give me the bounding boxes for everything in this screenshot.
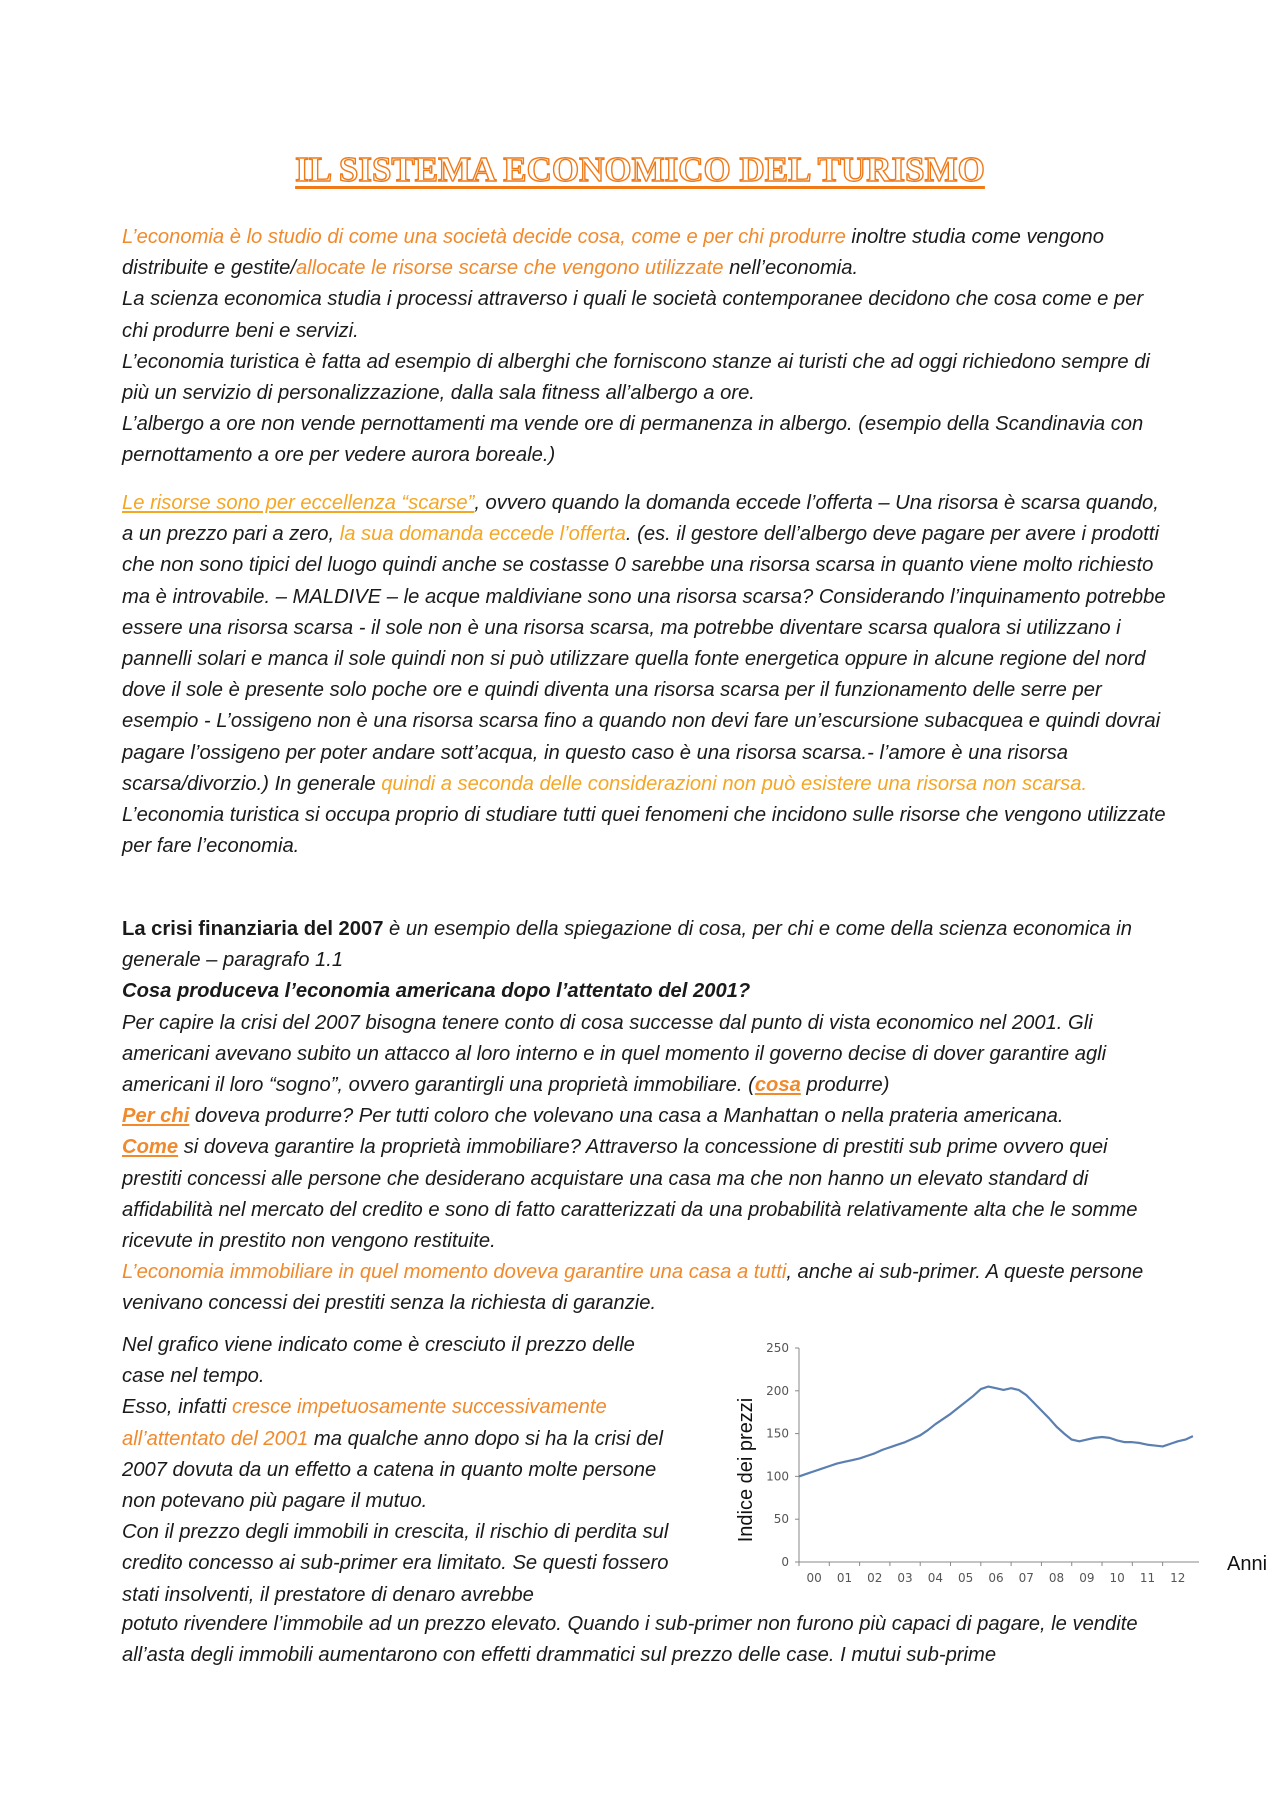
paragraph-come: [122, 1132, 1172, 1257]
y-tick-label: 250: [766, 1341, 789, 1355]
paragraph-risorse: [122, 488, 1172, 800]
body-text: ma qualche anno dopo si ha la crisi del 2007 dovuta da un effetto a catena in quanto molte persone non potevano più pagare il mutuo.: [122, 1427, 663, 1513]
x-tick-label: 03: [897, 1571, 913, 1585]
y-tick-label: 150: [766, 1426, 789, 1441]
intro-section: [122, 222, 1172, 472]
paragraph-rivendere: potuto rivendere l’immobile ad un prezzo elevato. Quando i sub-primer non furono più capaci di pagare, le vendite all’asta degli immobili aumentarono con effetti drammatici sul prezzo delle case. I mutui sub-prime: [122, 1613, 1138, 1667]
body-text: doveva produrre? Per tutti coloro che volevano una casa a Manhattan o nella prateria americana.: [189, 1105, 1064, 1128]
x-tick-label: 07: [1018, 1571, 1034, 1585]
x-tick-label: 02: [867, 1571, 883, 1585]
highlight-text: L’economia è lo studio di come una società decide cosa, come e per chi produrre: [122, 226, 846, 248]
highlight-text: quindi a seconda delle considerazioni non può esistere una risorsa non scarsa.: [381, 772, 1088, 795]
question-heading: Cosa produceva l’economia americana dopo l’attentato del 2001?: [122, 980, 751, 1003]
series-line-indice-dei-prezzi: [799, 1387, 1193, 1477]
x-tick-label: 04: [927, 1571, 944, 1585]
highlight-text: cresce impetuosamente successivamente all’attentato del 2001: [122, 1396, 607, 1450]
highlight-text: Per chi: [122, 1105, 190, 1128]
x-tick-label: 08: [1048, 1571, 1065, 1585]
body-text: produrre): [800, 1074, 890, 1097]
highlight-text: cosa: [754, 1074, 801, 1097]
body-text: , ovvero quando la domanda eccede l’offerta – Una risorsa è scarsa quando, a un prezzo pari a zero,: [122, 492, 1159, 546]
x-tick-label: 01: [836, 1571, 853, 1585]
highlight-text: Come: [122, 1136, 179, 1159]
crisi-section: [122, 914, 1172, 1320]
highlight-text: L’economia immobiliare in quel momento doveva garantire una casa a tutti: [122, 1261, 787, 1284]
paragraph-scienza: La scienza economica studia i processi attraverso i quali le società contemporanee decidono che cosa come e per chi produrre beni e servizi.: [122, 288, 1144, 342]
paragraph-economia-turistica: L’economia turistica si occupa proprio di studiare tutti quei fenomeni che incidono sulle risorse che vengono utilizzate per fare l’economia.: [122, 804, 1166, 858]
y-tick-label: 0: [781, 1555, 789, 1569]
body-text: è un esempio della spiegazione di cosa, per chi e come della scienza economica in generale – paragrafo 1.1: [122, 918, 1132, 972]
body-text: , anche ai sub-primer. A queste persone venivano concessi dei prestiti senza la richiesta di garanzie.: [122, 1261, 1144, 1315]
y-tick-label: 50: [773, 1512, 789, 1527]
paragraph-immobiliare: [122, 1257, 1172, 1319]
body-text: nell’economia.: [723, 257, 859, 280]
y-tick-label: 200: [766, 1383, 789, 1398]
x-tick-label: 10: [1109, 1571, 1125, 1585]
paragraph-turistica: L’economia turistica è fatta ad esempio di alberghi che forniscono stanze ai turisti che ad oggi richiedono sempre di più un servizio di personalizzazione, dalla sala fitness all’albergo a ore.: [122, 350, 1150, 405]
y-tick-label: 100: [766, 1469, 789, 1484]
chart-svg: [722, 1335, 1268, 1605]
continuation-section: [122, 1609, 1172, 1671]
highlight-text: Le risorse sono per eccellenza “scarse”: [122, 492, 475, 514]
x-tick-label: 00: [806, 1571, 822, 1585]
body-text: Esso, infatti: [122, 1396, 232, 1419]
paragraph-crisi: [122, 914, 1172, 976]
x-tick-label: 11: [1139, 1571, 1156, 1585]
body-text: . (es. il gestore dell’albergo deve pagare per avere i prodotti che non sono tipici del luogo quindi anche se costasse 0 sarebbe una risorsa scarsa in quanto viene molto richiesto ma è introvabile. – MALDIVE – le acque maldiviane sono una risorsa scarsa? Considerando l’inquinamento potrebbe essere una risorsa scarsa - il sole non è una risorsa scarsa, ma potrebbe diventare scarsa qualora si utilizzano i pannelli solari e manca il sole quindi non si può utilizzare quella fonte energetica oppure in alcune regione del nord dove il sole è presente solo poche ore e quindi diventa una risorsa scarsa per il funzionamento delle serre per esempio - L’ossigeno non è una risorsa scarsa fino a quando non devi fare un’escursione subacquea e quindi dovrai pagare l’ossigeno per poter andare sott’acqua, in questo caso è una risorsa scarsa.- l’amore è una risorsa scarsa/divorzio.) In generale: [122, 523, 1166, 795]
highlight-text: la sua domanda eccede l’offerta: [339, 523, 626, 546]
paragraph-albergo: L’albergo a ore non vende pernottamenti ma vende ore di permanenza in albergo. (esempio della Scandinavia con pernottamento a ore per vedere aurora boreale.): [122, 413, 1144, 467]
paragraph-per-chi: [122, 1101, 1172, 1132]
highlight-text: allocate le risorse scarse che vengono utilizzate: [295, 257, 724, 280]
paragraph-rischio: Con il prezzo degli immobili in crescita, il rischio di perdita sul credito concesso ai sub-primer era limitato. Se questi fossero stati insolventi, il prestatore di denaro avrebbe: [122, 1521, 669, 1606]
risorse-section: [122, 488, 1172, 862]
x-tick-label: 09: [1079, 1571, 1095, 1585]
paragraph-grafico: Nel grafico viene indicato come è cresciuto il prezzo delle case nel tempo.: [122, 1334, 635, 1388]
paragraph-cosa: [122, 1008, 1172, 1102]
x-tick-label: 12: [1170, 1571, 1186, 1585]
grafico-section: [122, 1330, 682, 1611]
body-text: Per capire la crisi del 2007 bisogna tenere conto di cosa successe dal punto di vista economico nel 2001. Gli americani avevano subito un attacco al loro interno e in quel momento il governo decise di dover garantire agli americani il loro “sogno”, ovvero garantirgli una proprietà immobiliare. (: [122, 1011, 1107, 1097]
body-text: inoltre studia come vengono distribuite e gestite/: [122, 226, 1104, 280]
price-index-chart: [722, 1335, 1268, 1605]
page-title: IL SISTEMA ECONOMICO DEL TURISMO: [295, 150, 985, 189]
paragraph-esso: [122, 1392, 682, 1517]
paragraph-definition: [122, 222, 1172, 284]
bold-text: La crisi finanziaria del 2007: [122, 918, 384, 940]
y-axis-title: Indice dei prezzi: [735, 1397, 757, 1543]
x-axis-title: Anni: [1227, 1553, 1268, 1575]
x-tick-label: 05: [958, 1571, 974, 1585]
x-tick-label: 06: [988, 1571, 1004, 1585]
body-text: si doveva garantire la proprietà immobiliare? Attraverso la concessione di prestiti sub prime ovvero quei prestiti concessi alle persone che desiderano acquistare una casa ma che non hanno un elevato standard di affidabilità nel mercato del credito e sono di fatto caratterizzati da una probabilità relativamente alta che le somme ricevute in prestito non vengono restituite.: [122, 1136, 1138, 1253]
